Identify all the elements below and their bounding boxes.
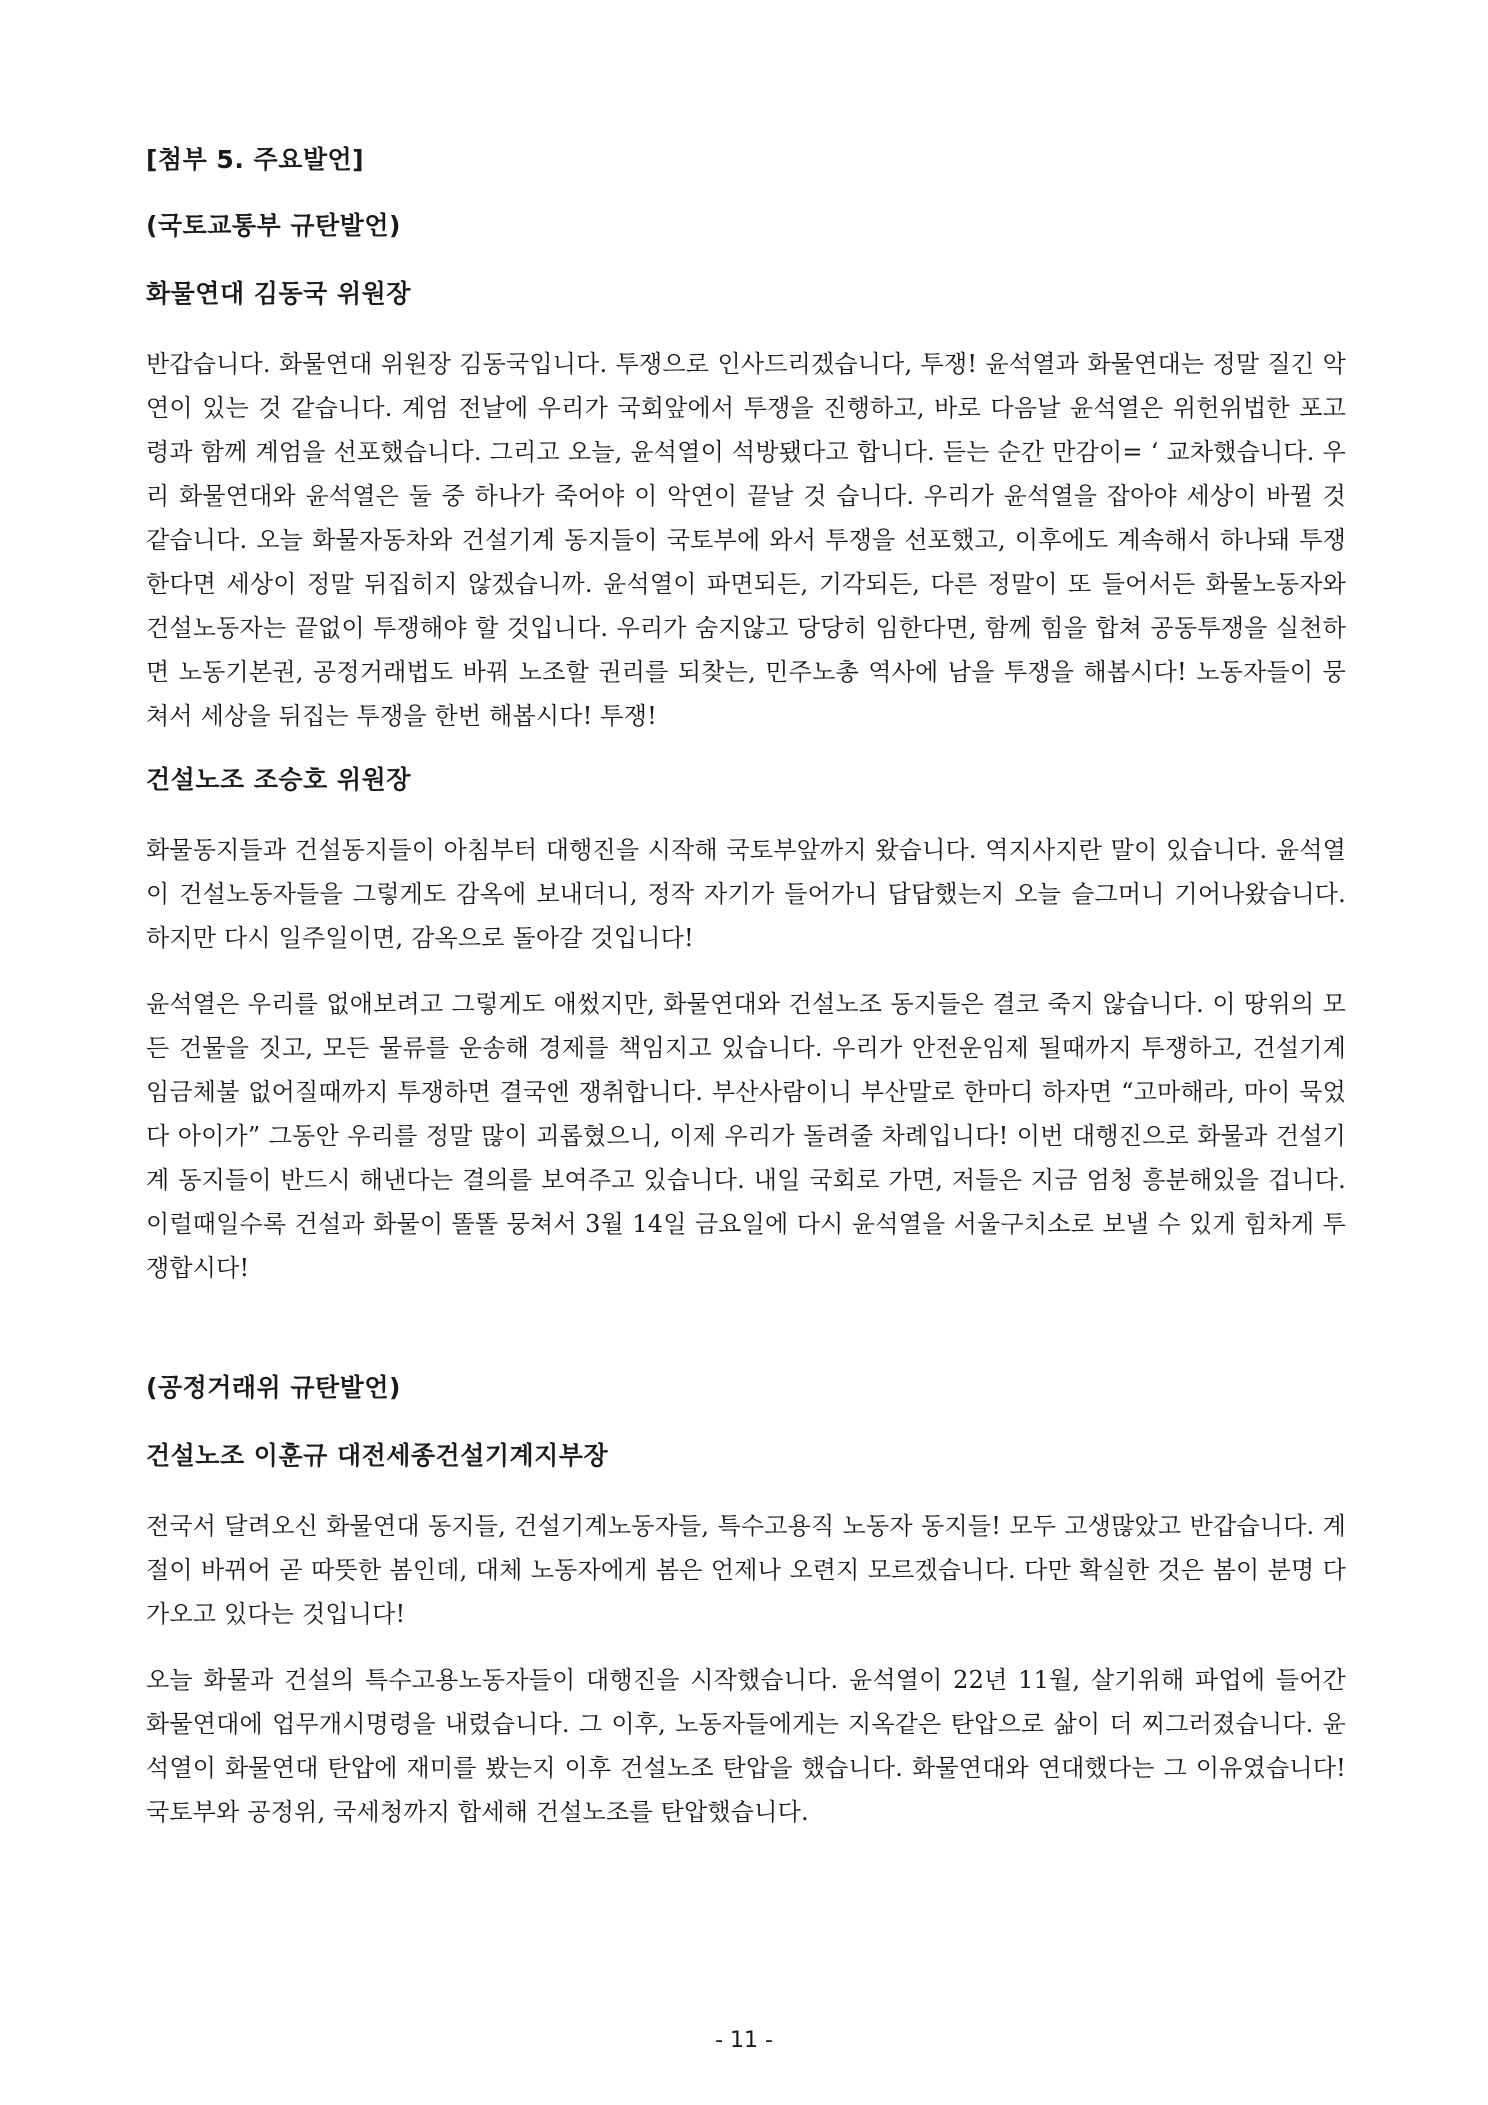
speaker-name: 화물연대 김동국 위원장 bbox=[146, 279, 411, 308]
section-title-ftc: (공정거래위 규탄발언) bbox=[146, 1373, 401, 1402]
speech-paragraph: 오늘 화물과 건설의 특수고용노동자들이 대행진을 시작했습니다. 윤석열이 22년 11월, 살기위해 파업에 들어간 화물연대에 업무개시명령을 내렸습니다. 그 이후, 노동자들에게는 지옥같은 탄압으로 삶이 더 찌그러졌습니다. 윤석열이 화물연대 탄압에 재미를 봤는지 이후 건설노조 탄압을 했습니다. 화물연대와 연대했다는 그 이유였습니다! 국토부와 공정위, 국세청까지 합세해 건설노조를 탄압했습니다. bbox=[146, 1666, 1346, 1826]
speaker-name: 건설노조 이훈규 대전세종건설기계지부장 bbox=[146, 1441, 609, 1470]
speech-paragraph: 반갑습니다. 화물연대 위원장 김동국입니다. 투쟁으로 인사드리겠습니다, 투쟁! 윤석열과 화물연대는 정말 질긴 악연이 있는 것 같습니다. 계엄 전날에 우리가 국회앞에서 투쟁을 진행하고, 바로 다음날 윤석열은 위헌위법한 포고령과 함께 계엄을 선포했습니다. 그리고 오늘, 윤석열이 석방됐다고 합니다. 듣는 순간 만감이= ‘ 교차했습니다. 우리 화물연대와 윤석열은 둘 중 하나가 죽어야 이 악연이 끝날 것 습니다. 우리가 윤석열을 잡아야 세상이 바뀔 것 같습니다. 오늘 화물자동차와 건설기계 동지들이 국토부에 와서 투쟁을 선포했고, 이후에도 계속해서 하나돼 투쟁한다면 세상이 정말 뒤집히지 않겠습니까. 윤석열이 파면되든, 기각되든, 다른 정말이 또 들어서든 화물노동자와 건설노동자는 끝없이 투쟁해야 할 것입니다. 우리가 숨지않고 당당히 임한다면, 함께 힘을 합쳐 공동투쟁을 실천하면 노동기본권, 공정거래법도 바꿔 노조할 권리를 되찾는, 민주노총 역사에 남을 투쟁을 해봅시다! 노동자들이 뭉쳐서 세상을 뒤집는 투쟁을 한번 해봅시다! 투쟁! bbox=[146, 350, 1346, 730]
speech-paragraph: 화물동지들과 건설동지들이 아침부터 대행진을 시작해 국토부앞까지 왔습니다. 역지사지란 말이 있습니다. 윤석열이 건설노동자들을 그렇게도 감옥에 보내더니, 정작 자기가 들어가니 답답했는지 오늘 슬그머니 기어나왔습니다. 하지만 다시 일주일이면, 감옥으로 돌아갈 것입니다! bbox=[146, 836, 1346, 952]
speaker-name: 건설노조 조승호 위원장 bbox=[146, 765, 411, 794]
attachment-title: [첨부 5. 주요발언] bbox=[146, 145, 365, 174]
document-page bbox=[146, 140, 1346, 1856]
speech-paragraph: 윤석열은 우리를 없애보려고 그렇게도 애썼지만, 화물연대와 건설노조 동지들은 결코 죽지 않습니다. 이 땅위의 모든 건물을 짓고, 모든 물류를 운송해 경제를 책임지고 있습니다. 우리가 안전운임제 될때까지 투쟁하고, 건설기계 임금체불 없어질때까지 투쟁하면 결국엔 쟁취합니다. 부산사람이니 부산말로 한마디 하자면 “고마해라, 마이 묵었다 아이가” 그동안 우리를 정말 많이 괴롭혔으니, 이제 우리가 돌려줄 차례입니다! 이번 대행진으로 화물과 건설기계 동지들이 반드시 해낸다는 결의를 보여주고 있습니다. 내일 국회로 가면, 저들은 지금 엄청 흥분해있을 겁니다. 이럴때일수록 건설과 화물이 똘똘 뭉쳐서 3월 14일 금요일에 다시 윤석열을 서울구치소로 보낼 수 있게 힘차게 투쟁합시다! bbox=[146, 990, 1346, 1282]
speech-paragraph: 전국서 달려오신 화물연대 동지들, 건설기계노동자들, 특수고용직 노동자 동지들! 모두 고생많았고 반갑습니다. 계절이 바뀌어 곧 따뜻한 봄인데, 대체 노동자에게 봄은 언제나 오련지 모르겠습니다. 다만 확실한 것은 봄이 분명 다가오고 있다는 것입니다! bbox=[146, 1512, 1346, 1628]
section-title-molit: (국토교통부 규탄발언) bbox=[146, 211, 401, 240]
page-number: - 11 - bbox=[715, 2028, 773, 2053]
